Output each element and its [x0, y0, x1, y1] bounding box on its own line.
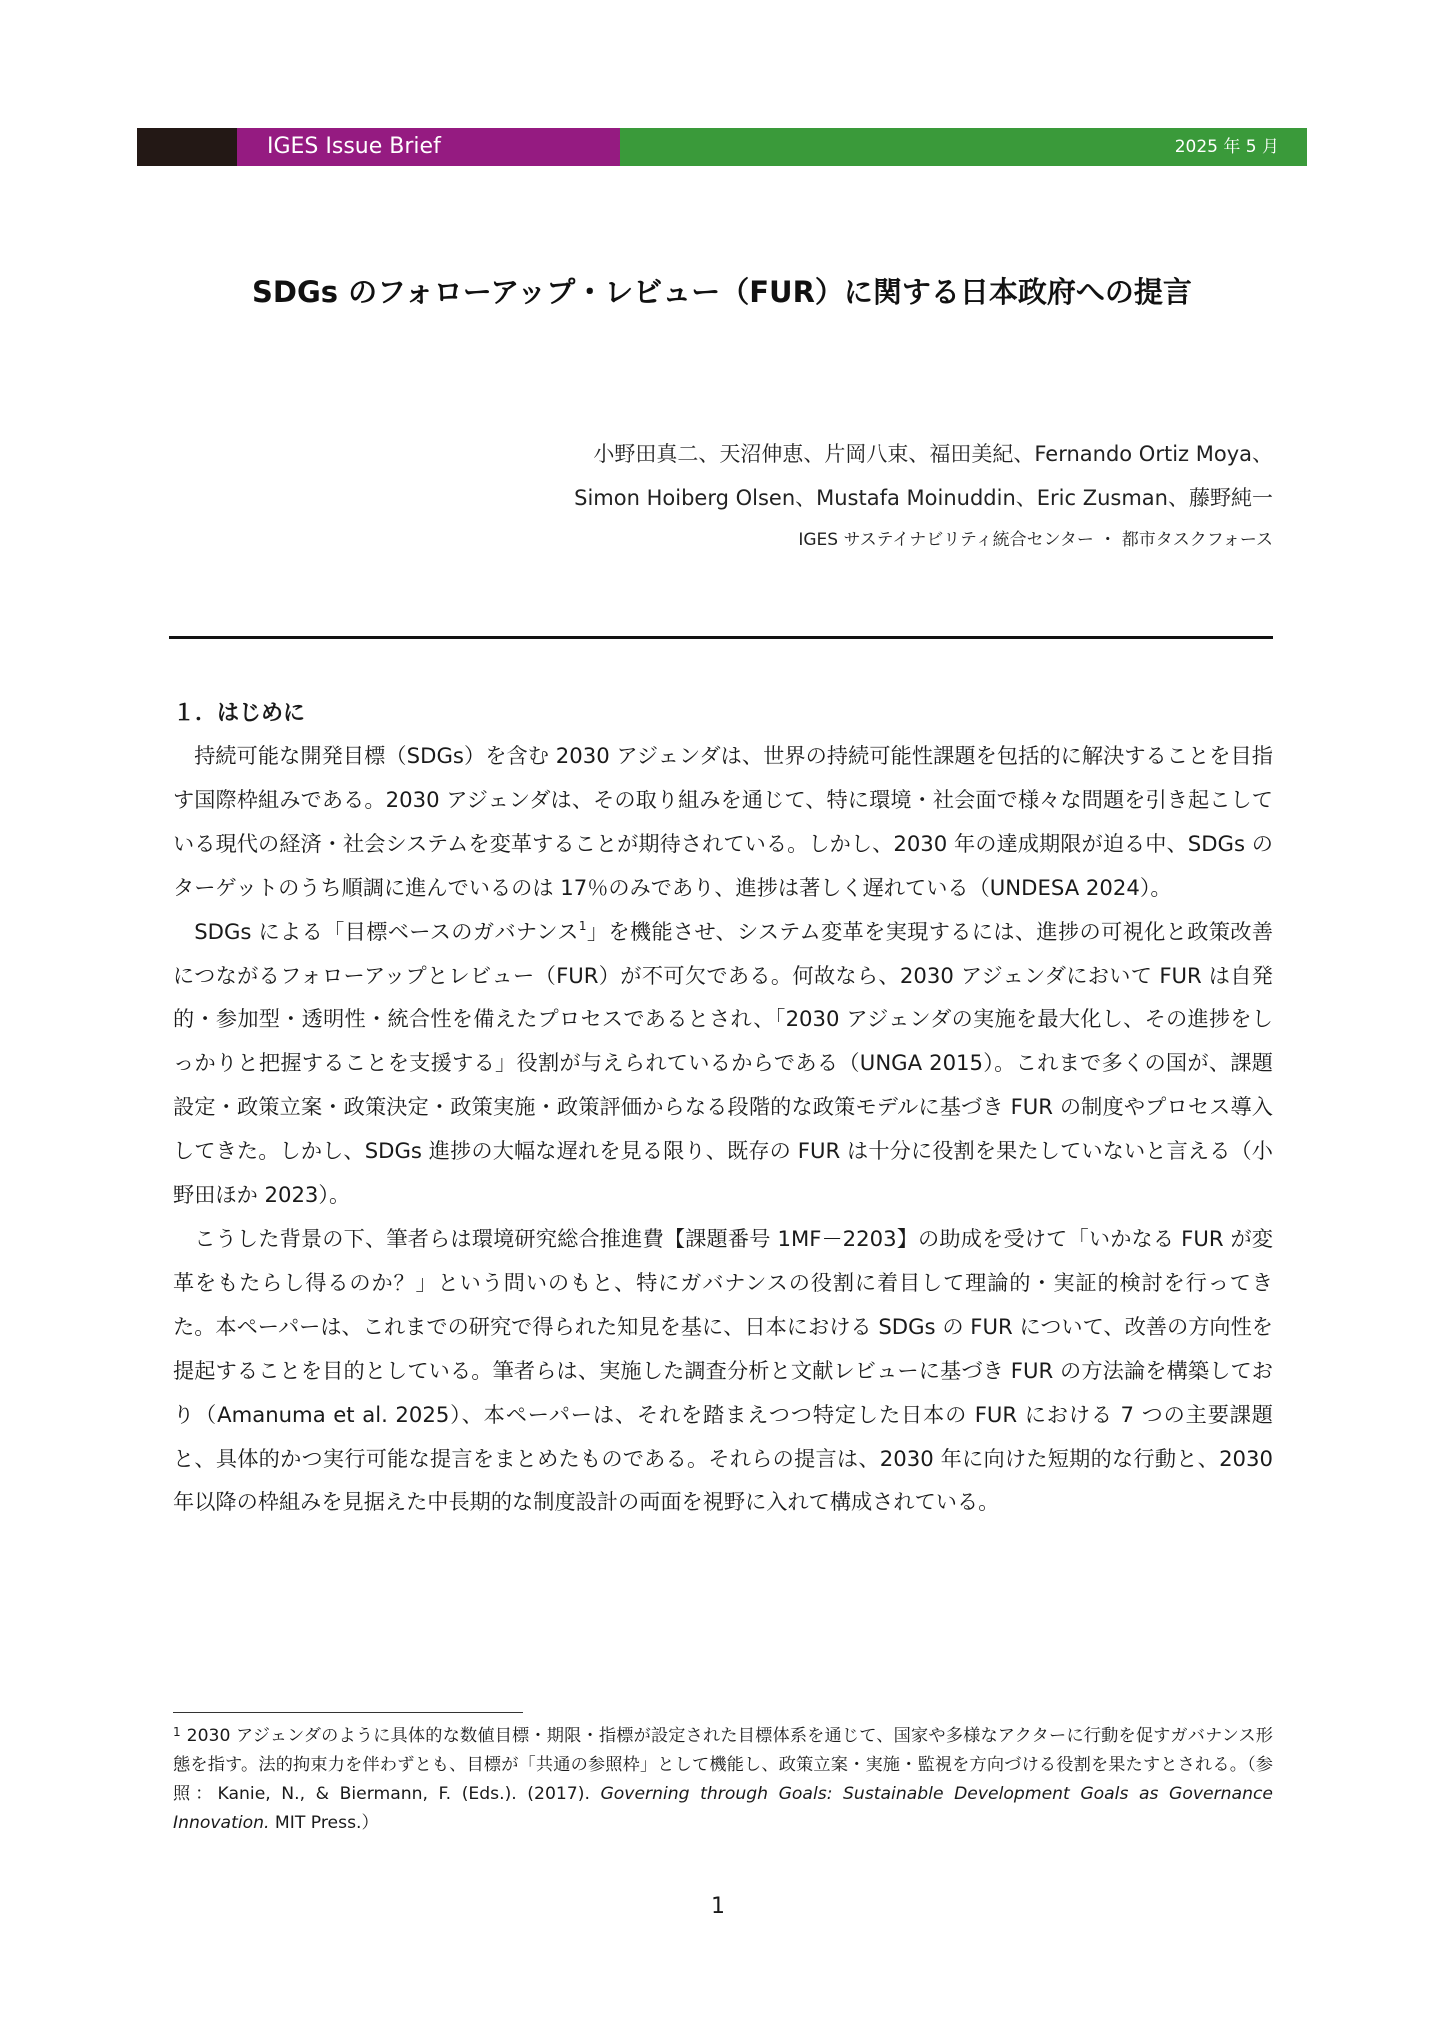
paragraph-1: 持続可能な開発目標（SDGs）を含む 2030 アジェンダは、世界の持続可能性課題を包括的に解決することを目指す国際枠組みである。2030 アジェンダは、その取り組みを通じて、特に環境・社会面で様々な問題を引き起こしている現代の経済・社会システムを変革することが期待されている。しかし、2030 年の達成期限が迫る中、SDGs のターゲットのうち順調に進んでいるのは 17％のみであり、進捗は著しく遅れている（UNDESA 2024）。	[173, 743, 1273, 900]
paragraph-2	[173, 910, 1273, 1217]
publication-date: 2025 年 5 月	[620, 128, 1307, 166]
footnote-publisher: MIT Press.）	[269, 1813, 379, 1833]
section-body	[173, 734, 1273, 1524]
paragraph-2-part-a: SDGs による「目標ベースのガバナンス	[194, 918, 579, 944]
section-heading: １．はじめに	[173, 701, 306, 726]
affiliation: IGES サステイナビリティ統合センター ・ 都市タスクフォース	[798, 530, 1273, 550]
page-number: 1	[711, 1894, 725, 1919]
header-black-block	[137, 128, 237, 166]
footnote	[173, 1722, 1273, 1838]
footnote-ref[interactable]: 1	[578, 918, 587, 933]
authors-line-1: 小野田真二、天沼伸恵、片岡八束、福田美紀、Fernando Ortiz Moya、	[593, 442, 1273, 466]
footnote-divider	[173, 1712, 523, 1713]
footnote-book-title: Governing through Goals: Sustainable Development Goals as Governance Innovation.	[173, 1784, 1273, 1833]
title-divider	[169, 636, 1273, 639]
footnote-text: 2030 アジェンダのように具体的な数値目標・期限・指標が設定された目標体系を通じて、国家や多様なアクターに行動を促すガバナンス形態を指す。法的拘束力を伴わずとも、目標が「共通の参照枠」として機能し、政策立案・実施・監視を方向づける役割を果たすとされる。（参照：Kanie, N., & Biermann, F. (Eds.). (2017).	[173, 1726, 1273, 1804]
footnote-number: 1	[173, 1725, 181, 1739]
document-title: SDGs のフォローアップ・レビュー（FUR）に関する日本政府への提言	[252, 275, 1192, 309]
authors-line-2: Simon Hoiberg Olsen、Mustafa Moinuddin、Eric Zusman、藤野純一	[574, 486, 1273, 510]
header-bar	[137, 128, 1307, 166]
series-label: IGES Issue Brief	[237, 128, 620, 166]
author-block	[574, 432, 1273, 560]
paragraph-3: こうした背景の下、筆者らは環境研究総合推進費【課題番号 1MF－2203】の助成を受けて「いかなる FUR が変革をもたらし得るのか？」という問いのもと、特にガバナンスの役割に着目して理論的・実証的検討を行ってきた。本ペーパーは、これまでの研究で得られた知見を基に、日本における SDGs の FUR について、改善の方向性を提起することを目的としている。筆者らは、実施した調査分析と文献レビューに基づき FUR の方法論を構築しており（Amanuma et al. 2025）、本ペーパーは、それを踏まえつつ特定した日本の FUR における 7 つの主要課題と、具体的かつ実行可能な提言をまとめたものである。それらの提言は、2030 年に向けた短期的な行動と、2030 年以降の枠組みを見据えた中長期的な制度設計の両面を視野に入れて構成されている。	[173, 1225, 1273, 1515]
paragraph-2-part-b: 」を機能させ、システム変革を実現するには、進捗の可視化と政策改善につながるフォローアップとレビュー（FUR）が不可欠である。何故なら、2030 アジェンダにおいて FUR は自発的・参加型・透明性・統合性を備えたプロセスであるとされ、「2030 アジェンダの実施を最大化し、その進捗をしっかりと把握することを支援する」役割が与えられているからである（UNGA 2015）。これまで多くの国が、課題設定・政策立案・政策決定・政策実施・政策評価からなる段階的な政策モデルに基づき FUR の制度やプロセス導入してきた。しかし、SDGs 進捗の大幅な遅れを見る限り、既存の FUR は十分に役割を果たしていないと言える（小野田ほか 2023）。	[173, 918, 1274, 1208]
